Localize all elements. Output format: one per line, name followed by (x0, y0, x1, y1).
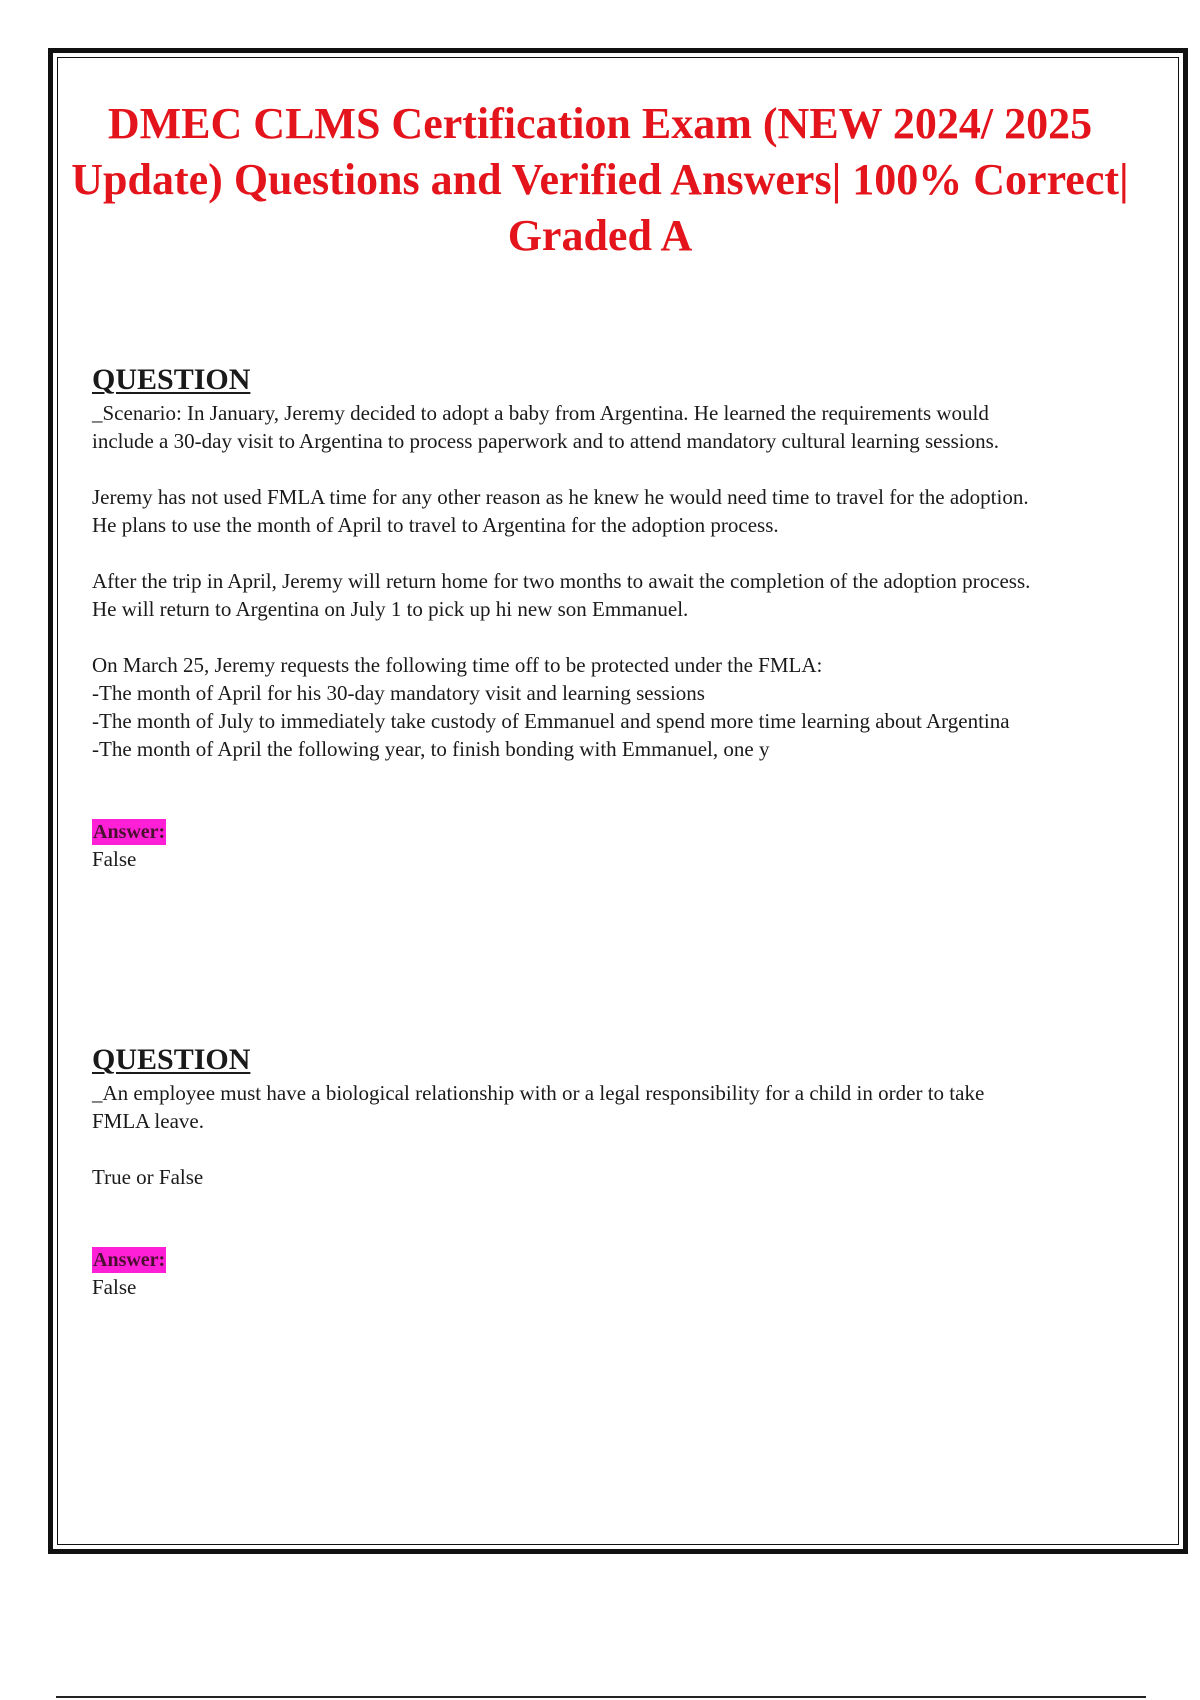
question-text (92, 399, 1042, 763)
question-text (92, 1079, 1042, 1191)
question-paragraph: _An employee must have a biological relationship with or a legal responsibility for a child in order to take FMLA leave. (92, 1081, 985, 1133)
answer-value: False (92, 847, 137, 871)
question-block-2 (92, 1043, 1042, 1301)
document-title: DMEC CLMS Certification Exam (NEW 2024/ 2025 Update) Questions and Verified Answers| 100% Correct| Graded A (71, 99, 1129, 260)
question-paragraph: True or False (92, 1165, 204, 1189)
question-block-1 (92, 363, 1042, 873)
answer-label: Answer: (93, 821, 166, 843)
question-paragraph: On March 25, Jeremy requests the following time off to be protected under the FMLA: (92, 653, 823, 677)
request-list-item: -The month of April the following year, to finish bonding with Emmanuel, one y (92, 737, 770, 761)
request-list-item: -The month of July to immediately take custody of Emmanuel and spend more time learning about Argentina (92, 709, 1010, 733)
answer-label: Answer: (93, 1249, 166, 1271)
answer-value: False (92, 1275, 137, 1299)
footer-rule (56, 1696, 1146, 1698)
answer-block (92, 1247, 1042, 1301)
answer-block (92, 819, 1042, 873)
question-paragraph: Jeremy has not used FMLA time for any other reason as he knew he would need time to travel for the adoption. He plans to use the month of April to travel to Argentina for the adoption process. (92, 485, 1029, 537)
question-heading: QUESTION (92, 1043, 251, 1076)
request-list-item: -The month of April for his 30-day mandatory visit and learning sessions (92, 681, 705, 705)
question-paragraph: After the trip in April, Jeremy will return home for two months to await the completion of the adoption process. He will return to Argentina on July 1 to pick up hi new son Emmanuel. (92, 569, 1031, 621)
question-heading: QUESTION (92, 363, 251, 396)
question-paragraph: _Scenario: In January, Jeremy decided to adopt a baby from Argentina. He learned the requirements would include a 30-day visit to Argentina to process paperwork and to attend mandatory cultural learning sessions. (92, 401, 1000, 453)
